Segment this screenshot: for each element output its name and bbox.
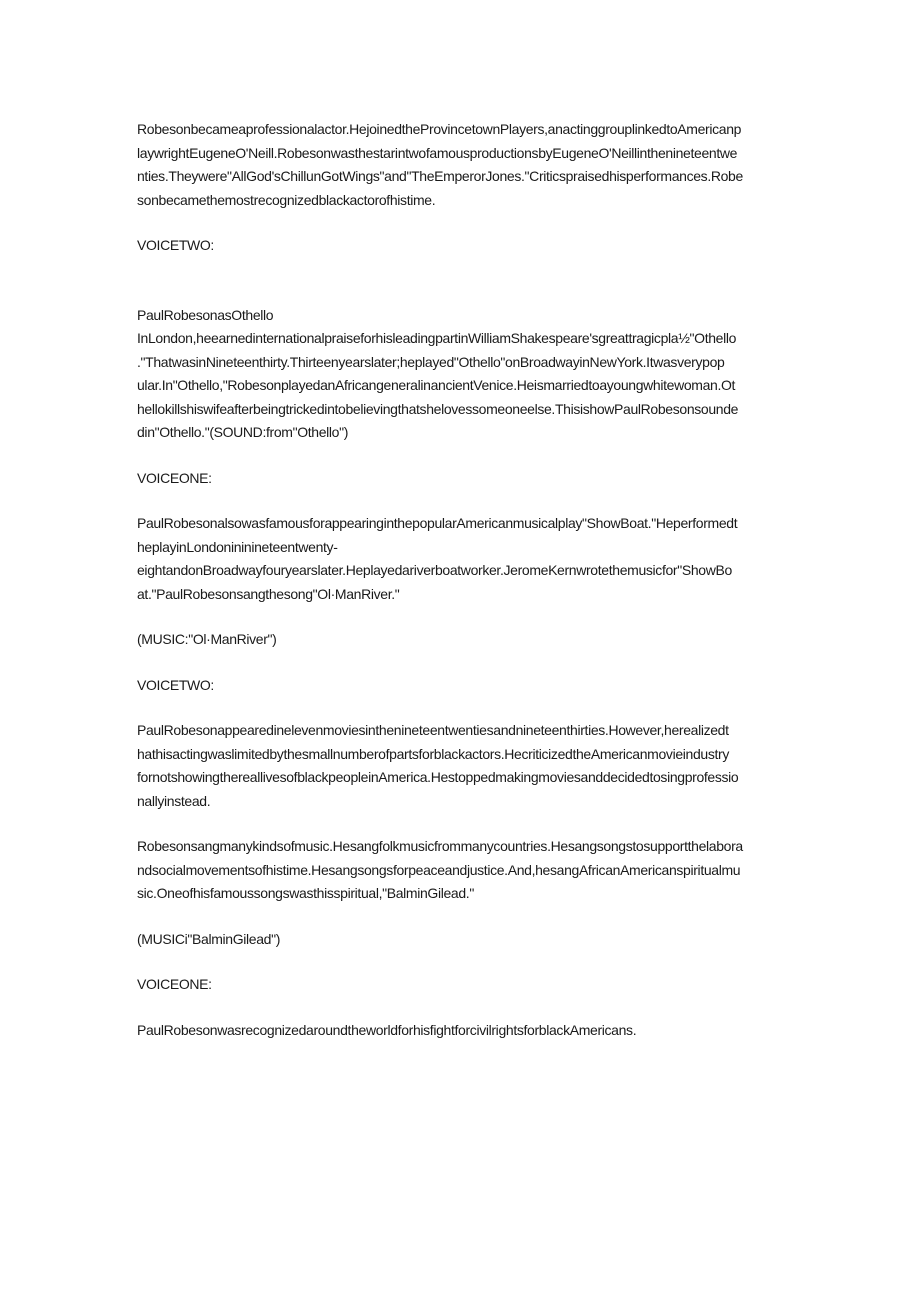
- speaker-label: [137, 467, 787, 491]
- text-line: sic.Oneofhisfamoussongswasthisspiritual,"BalminGilead.": [137, 885, 474, 901]
- speaker-label: [137, 234, 787, 258]
- paragraph-spacer: [137, 280, 787, 304]
- body-paragraph: [137, 304, 787, 445]
- text-line: VOICETWO:: [137, 237, 214, 253]
- text-line: ."ThatwasinNineteenthirty.Thirteenyearslater;heplayed"Othello"onBroadwayinNewYork.Itwasverypop: [137, 353, 725, 370]
- text-line: hellokillshiswifeafterbeingtrickedintobelievingthatshelovessomeoneelse.ThisishowPaulRobesonsounde: [137, 400, 739, 417]
- music-cue: [137, 628, 787, 652]
- text-line: VOICEONE:: [137, 469, 212, 486]
- music-cue: [137, 928, 787, 952]
- text-line: VOICETWO:: [137, 676, 214, 693]
- text-line: Robesonsangmanykindsofmusic.Hesangfolkmusicfrommanycountries.Hesangsongstosupportthelabora: [137, 838, 743, 854]
- text-line: InLondon,heearnedinternationalpraiseforhisleadingpartinWilliamShakespeare'sgreattragicpla½"Othello: [137, 330, 737, 346]
- text-line: laywrightEugeneO'Neill.RobesonwasthestarintwofamousproductionsbyEugeneO'Neillinthenineteentwe: [137, 144, 738, 161]
- text-line: PaulRobesonasOthello: [137, 306, 274, 323]
- text-line: din"Othello."(SOUND:from"Othello"): [137, 424, 349, 440]
- document-page: [137, 118, 787, 1064]
- text-line: heplayinLondonininineteentwenty-: [137, 538, 338, 555]
- body-paragraph: [137, 719, 787, 813]
- text-line: ndsocialmovementsofhistime.Hesangsongsforpeaceandjustice.And,hesangAfricanAmericanspiritualmu: [137, 861, 741, 878]
- text-line: ular.In"Othello,"RobesonplayedanAfricangeneralinancientVenice.Heismarriedtoayoungwhitewoman.Ot: [137, 377, 736, 393]
- text-line: VOICEONE:: [137, 976, 212, 992]
- body-paragraph: [137, 118, 787, 212]
- text-line: fornotshowingthereallivesofblackpeopleinAmerica.Hestoppedmakingmoviesanddecidedtosingprofessio: [137, 769, 739, 785]
- body-paragraph: [137, 512, 787, 606]
- text-line: (MUSICi"BalminGilead"): [137, 930, 281, 947]
- text-line: hathisactingwaslimitedbythesmallnumberofpartsforblackactors.HecriticizedtheAmericanmovieindustry: [137, 745, 729, 762]
- text-line: nties.Theywere"AllGod'sChillunGotWings"and"TheEmperorJones."Criticspraisedhisperformances.Robe: [137, 168, 743, 184]
- text-line: PaulRobesonappearedinelevenmoviesinthenineteentwentiesandnineteenthirties.However,herealizedt: [137, 722, 729, 738]
- text-line: PaulRobesonalsowasfamousforappearinginthepopularAmericanmusicalplay"ShowBoat."Heperformedt: [137, 515, 738, 531]
- text-line: (MUSIC:"Ol·ManRiver"): [137, 631, 277, 647]
- text-line: at."PaulRobesonsangthesong"Ol·ManRiver.": [137, 585, 400, 602]
- body-paragraph: [137, 1019, 787, 1043]
- text-line: eightandonBroadwayfouryearslater.Heplayedariverboatworker.JeromeKernwrotethemusicfor"ShowBo: [137, 562, 732, 578]
- text-line: PaulRobesonwasrecognizedaroundtheworldforhisfightforcivilrightsforblackAmericans.: [137, 1021, 637, 1038]
- speaker-label: [137, 973, 787, 997]
- speaker-label: [137, 674, 787, 698]
- text-line: Robesonbecameaprofessionalactor.HejoinedtheProvincetownPlayers,anactinggrouplinkedtoAmericanp: [137, 121, 742, 137]
- body-paragraph: [137, 835, 787, 906]
- text-line: sonbecamethemostrecognizedblackactorofhistime.: [137, 191, 436, 208]
- text-line: nallyinstead.: [137, 792, 211, 809]
